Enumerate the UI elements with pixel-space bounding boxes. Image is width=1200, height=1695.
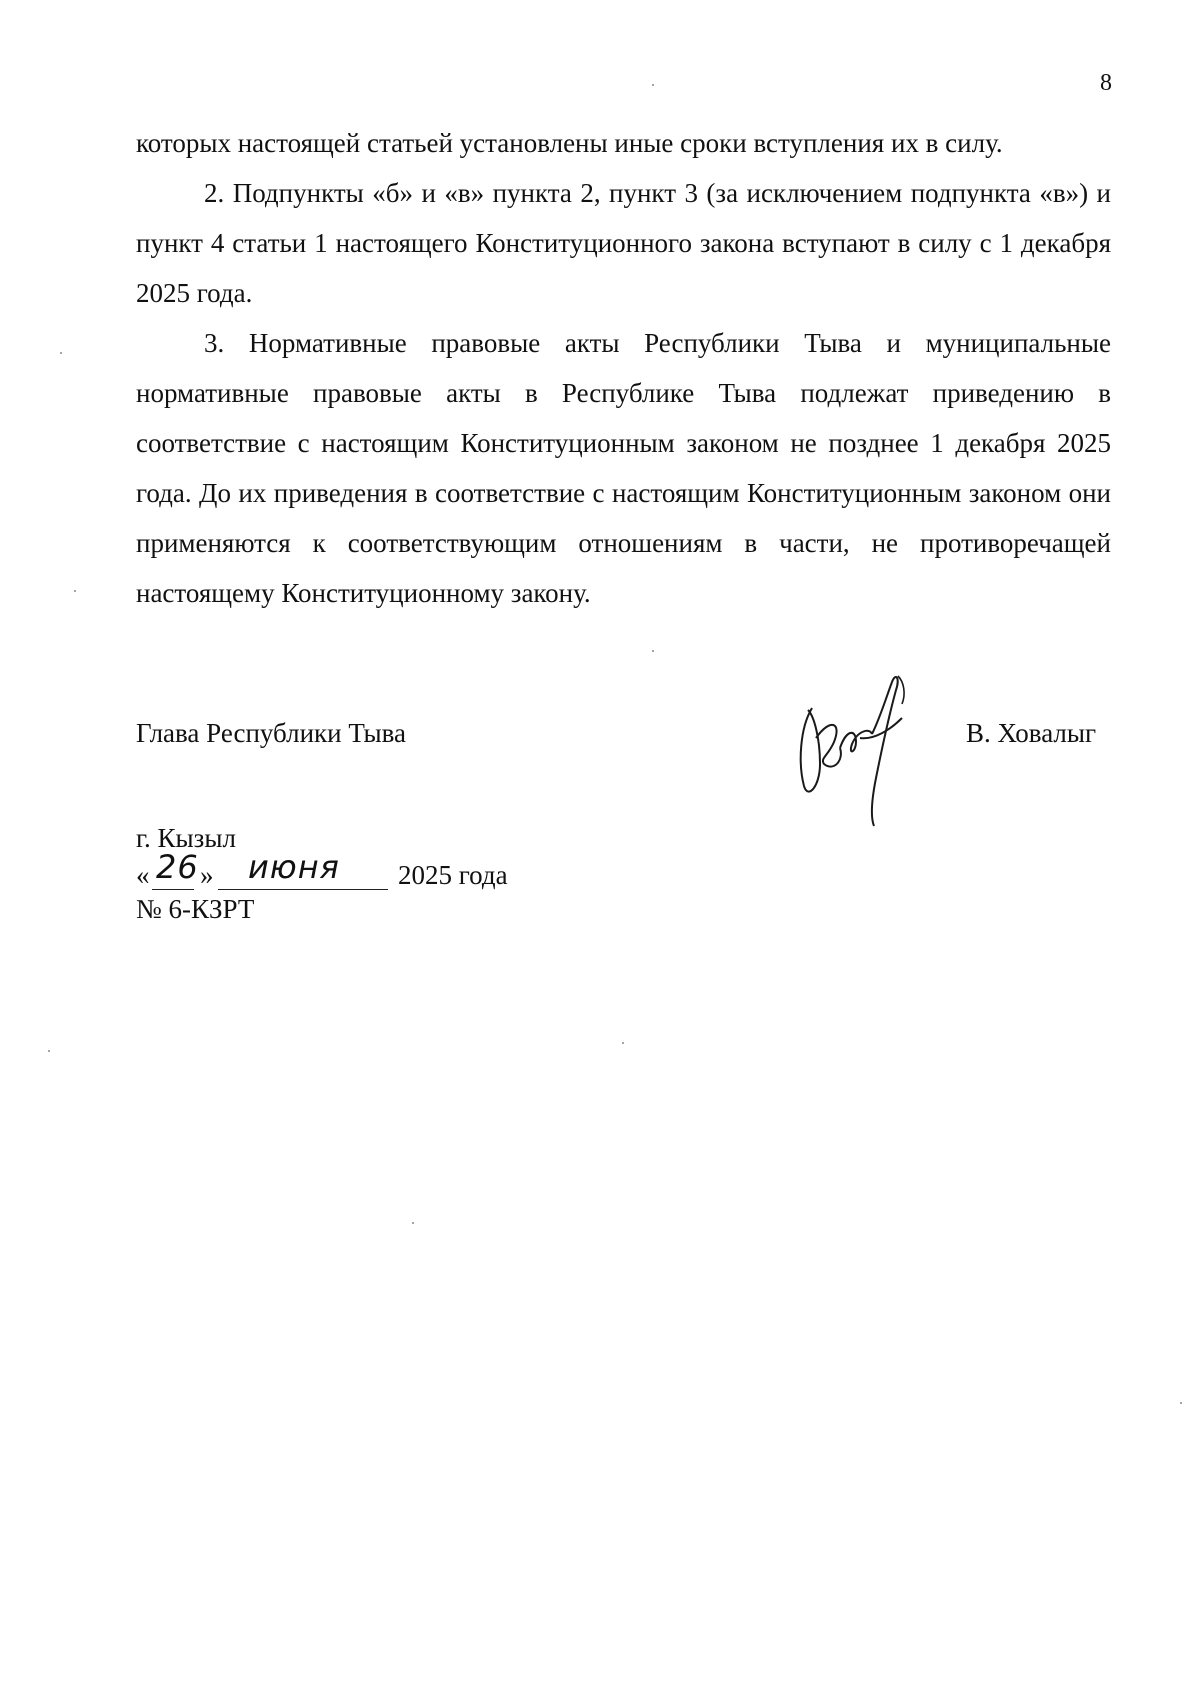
scan-speck bbox=[1180, 1402, 1182, 1404]
scan-speck bbox=[412, 1222, 414, 1224]
signatory-title: Глава Республики Тыва bbox=[136, 718, 407, 748]
scan-speck bbox=[652, 84, 654, 86]
scan-speck bbox=[48, 1050, 50, 1052]
date-close-quote: » bbox=[200, 860, 214, 890]
paragraph-2: 2. Подпункты «б» и «в» пункта 2, пункт 3 (за исключением подпункта «в») и пункт 4 статьи 1 настоящего Конституционного закона вступают в силу с 1 декабря 2025 года. bbox=[136, 178, 1111, 308]
signatory-name: В. Ховалыг bbox=[966, 718, 1097, 748]
scan-speck bbox=[60, 352, 62, 354]
date-month-handwritten: июня bbox=[248, 848, 340, 886]
document-number: № 6-КЗРТ bbox=[136, 894, 255, 924]
scan-speck bbox=[74, 590, 76, 592]
date-year: 2025 года bbox=[398, 860, 508, 890]
paragraph-continuation: которых настоящей статьей установлены иные сроки вступления их в силу. bbox=[136, 128, 1003, 158]
paragraph-3: 3. Нормативные правовые акты Республики Тыва и муниципальные нормативные правовые акты в Республике Тыва подлежат приведению в соответствие с настоящим Конституционным законом не позднее 1 декабря 2025 года. До их приведения в соответствие с настоящим Конституционным законом они применяются к соответствующим отношениям в части, не противоречащей настоящему Конституционному закону. bbox=[136, 328, 1111, 608]
date-open-quote: « bbox=[136, 860, 150, 890]
document-body bbox=[136, 118, 1111, 618]
place-of-signing: г. Кызыл bbox=[136, 823, 236, 853]
date-day-handwritten: 26 bbox=[156, 848, 199, 886]
place-date-block bbox=[136, 822, 508, 926]
scan-speck bbox=[622, 1042, 624, 1044]
signing-date bbox=[136, 848, 508, 893]
page-number: 8 bbox=[1100, 70, 1112, 96]
handwritten-signature bbox=[790, 668, 920, 838]
scan-speck bbox=[652, 650, 654, 652]
